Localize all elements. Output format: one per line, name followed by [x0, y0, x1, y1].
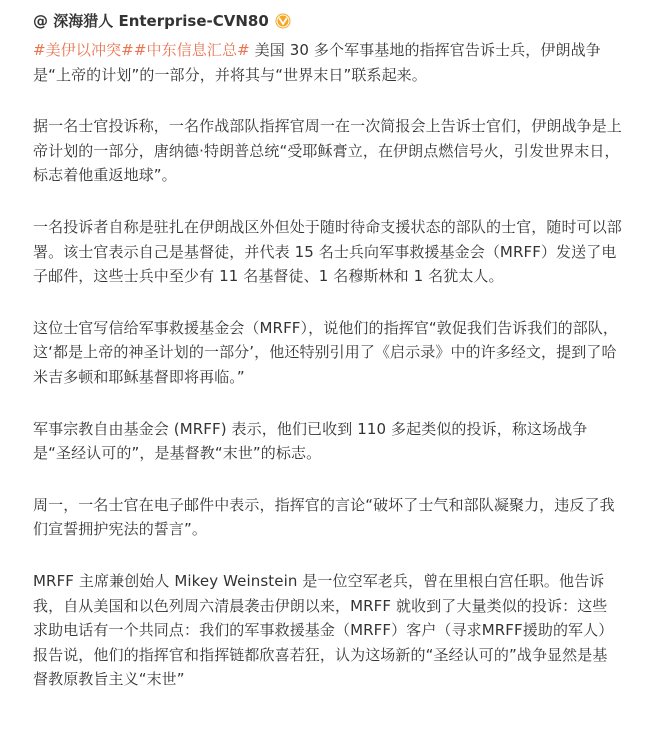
paragraph-text: 美国 30 多个军事基地的指挥官告诉士兵，伊朗战争是“上帝的计划”的一部分，并将其与“世界末日”联系起来。 — [33, 41, 601, 84]
paragraph-2: 据一名士官投诉称，一名作战部队指挥官周一在一次简报会上告诉士官们，伊朗战争是上帝计划的一部分，唐纳德·特朗普总统“受耶稣膏立，在伊朗点燃信号火，引发世界末日，标志着他重返地球”。 — [33, 117, 622, 185]
post-header — [33, 8, 622, 32]
topic-tag[interactable]: #中东信息汇总# — [133, 41, 250, 59]
paragraph-1 — [33, 38, 622, 87]
author-name[interactable]: @ 深海猎人 Enterprise-CVN80 — [33, 11, 269, 30]
paragraph-3: 一名投诉者自称是驻扎在伊朗战区外但处于随时待命支援状态的部队的士官，随时可以部署。该士官表示自己是基督徒，并代表 15 名士兵向军事救援基金会（MRFF）发送了电子邮件，这些士兵中至少有 11 名基督徒、1 名穆斯林和 1 名犹太人。 — [33, 217, 622, 286]
post-content — [33, 38, 622, 692]
paragraph-7: MRFF 主席兼创始人 Mikey Weinstein 是一位空军老兵，曾在里根白宫任职。他告诉我，自从美国和以色列周六清晨袭击伊朗以来，MRFF 就收到了大量类似的投诉：这些求助电话有一个共同点：我们的军事救援基金（MRFF）客户（寻求MRFF援助的军人）报告说，他们的指挥官和指挥链都欣喜若狂，认为这场新的“圣经认可的”战争显然是基督教原教旨主义“末世” — [33, 571, 614, 689]
paragraph-4: 这位士官写信给军事救援基金会（MRFF），说他们的指挥官“敦促我们告诉我们的部队，这‘都是上帝的神圣计划的一部分’，他还特别引用了《启示录》中的许多经文，提到了哈米吉多顿和耶稣基督即将再临。” — [33, 318, 618, 386]
topic-tag[interactable]: #美伊以冲突# — [33, 41, 134, 59]
verified-badge-icon — [275, 13, 291, 29]
paragraph-5: 军事宗教自由基金会 (MRFF) 表示，他们已收到 110 多起类似的投诉，称这场战争是“圣经认可的”，是基督教“末世”的标志。 — [33, 419, 588, 463]
paragraph-6: 周一，一名士官在电子邮件中表示，指挥官的言论“破坏了士气和部队凝聚力，违反了我们宣誓拥护宪法的誓言”。 — [33, 495, 615, 539]
